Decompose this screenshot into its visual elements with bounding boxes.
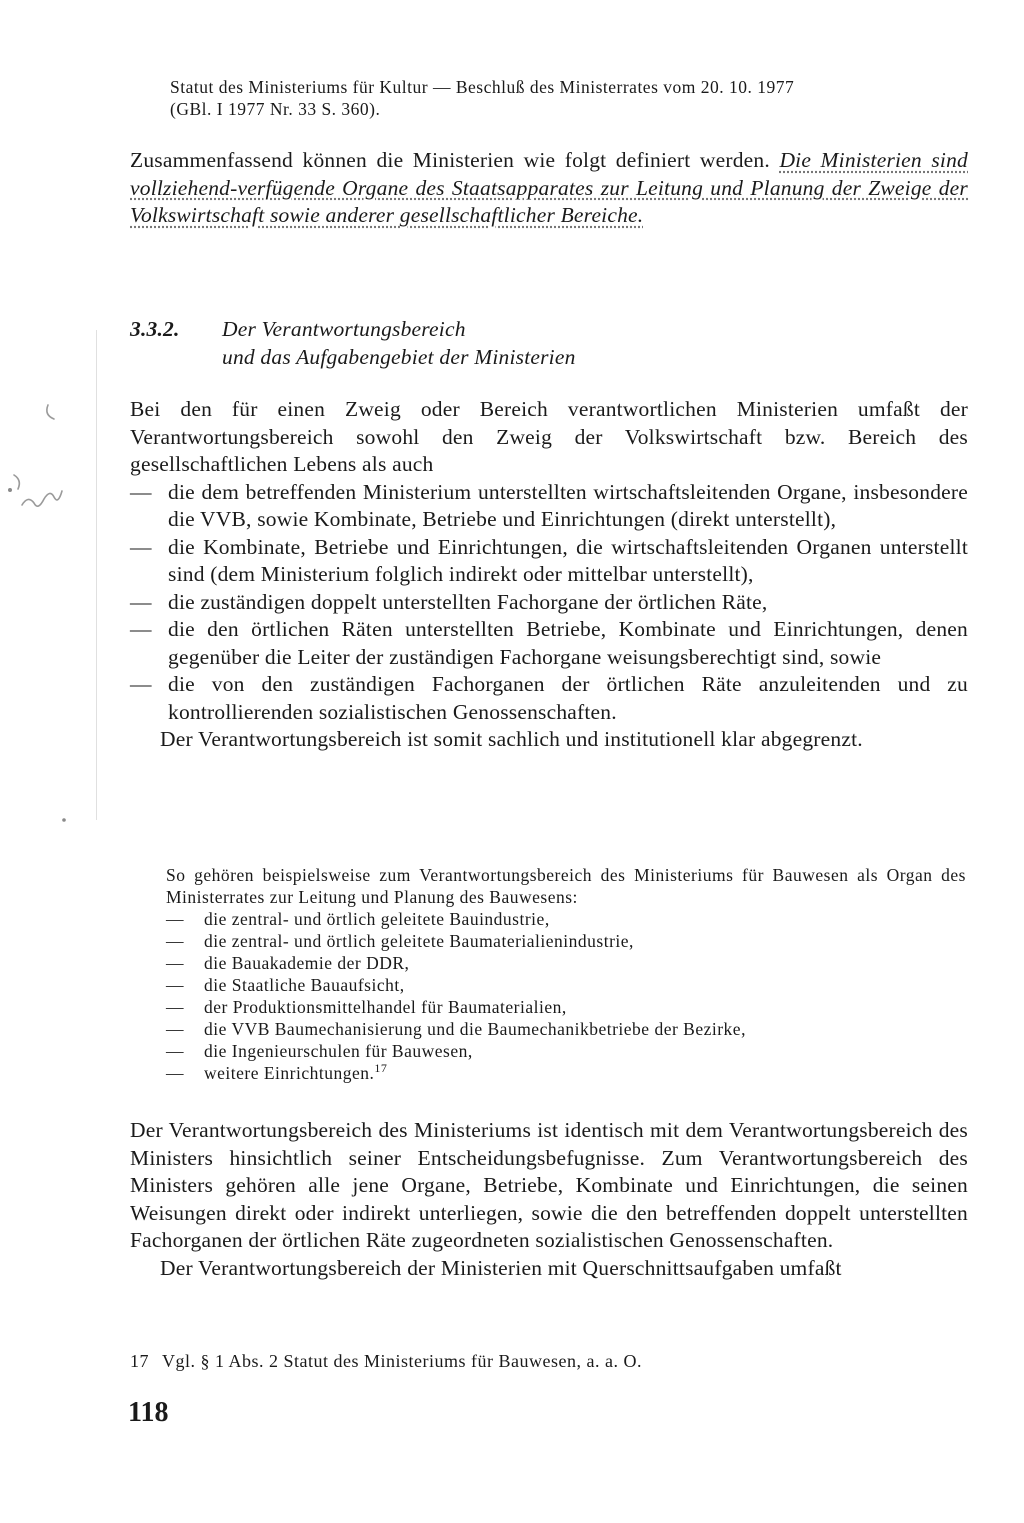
page-number: 118 — [128, 1397, 169, 1428]
responsibility-closing: Der Verantwortungsbereich ist somit sachlich und institutionell klar abgegrenzt. — [160, 727, 863, 751]
section-title-line2: und das Aufgabengebiet der Ministerien — [222, 344, 576, 369]
cross-section-text: Der Verantwortungsbereich der Ministerien mit Querschnittsaufgaben umfaßt — [160, 1255, 842, 1280]
list-item: — die von den zuständigen Fachorganen der örtlichen Räte anzuleitenden und zu kontrollierenden sozialistischen Genossenschaften. — [130, 672, 968, 724]
definition-paragraph — [130, 147, 968, 230]
definition-intro: Zusammenfassend können die Ministerien wie folgt definiert werden. — [130, 148, 770, 172]
dash-mark: — — [130, 479, 152, 504]
dash-mark: — — [166, 1019, 184, 1039]
footnote-reference[interactable]: 17 — [374, 1061, 388, 1076]
dash-mark: — — [166, 1063, 184, 1083]
example-intro: So gehören beispielsweise zum Verantwortungsbereich des Ministeriums für Bauwesen als Organ des Ministerrates zur Leitung und Planung des Bauwesens: — [166, 865, 966, 907]
list-item: — die Bauakademie der DDR, — [166, 953, 410, 973]
footnote — [130, 1350, 930, 1372]
list-item: — die Staatliche Bauaufsicht, — [166, 975, 405, 995]
list-item: — die zuständigen doppelt unterstellten Fachorgane der örtlichen Räte, — [130, 589, 968, 617]
margin-rule — [96, 330, 97, 820]
dash-mark: — — [166, 931, 184, 951]
list-item: — die dem betreffenden Ministerium unterstellten wirtschaftsleitenden Organe, insbesondere die VVB, sowie Kombinate, Betriebe und Einrichtungen (direkt unterstellt), — [130, 479, 968, 531]
identity-paragraph — [130, 1117, 968, 1282]
list-item: — die den örtlichen Räten unterstellten Betriebe, Kombinate und Einrichtungen, denen gegenüber die Leiter der zuständigen Fachorgane weisungsberechtigt sind, sowie — [130, 617, 968, 669]
list-item: — die Ingenieurschulen für Bauwesen, — [166, 1041, 473, 1061]
section-heading — [130, 316, 830, 371]
list-item: — der Produktionsmittelhandel für Baumaterialien, — [166, 997, 567, 1017]
definition-italic: Die Ministerien sind vollziehend-verfügende Organe des Staatsapparates zur Leitung und Planung der Zweige der Volkswirtschaft sowie anderer gesellschaftlicher Bereiche. — [130, 148, 968, 227]
section-number: 3.3.2. — [130, 317, 180, 341]
dash-mark: — — [166, 1041, 184, 1061]
responsibility-intro: Bei den für einen Zweig oder Bereich verantwortlichen Ministerien umfaßt der Verantwortungsbereich sowohl den Zweig der Volkswirtschaft bzw. Bereich des gesellschaftlichen Lebens als auch — [130, 397, 968, 476]
footnote-number: 17 — [130, 1351, 149, 1371]
dash-mark: — — [130, 534, 152, 559]
dash-mark: — — [130, 617, 152, 641]
dash-mark: — — [166, 975, 184, 995]
dash-mark: — — [166, 953, 184, 973]
example-list — [166, 908, 966, 1084]
example-block — [166, 864, 966, 1084]
footnote-text: Vgl. § 1 Abs. 2 Statut des Ministeriums für Bauwesen, a. a. O. — [162, 1351, 642, 1371]
list-item: — die zentral- und örtlich geleitete Bauindustrie, — [166, 909, 550, 929]
dash-mark: — — [166, 997, 184, 1017]
list-item: — die zentral- und örtlich geleitete Baumaterialienindustrie, — [166, 931, 634, 951]
top-reference-line2: (GBl. I 1977 Nr. 33 S. 360). — [170, 99, 381, 119]
top-reference-line1: Statut des Ministeriums für Kultur — Beschluß des Ministerrates vom 20. 10. 1977 — [170, 77, 795, 97]
dash-mark: — — [130, 589, 152, 614]
top-reference — [170, 76, 970, 120]
dash-mark: — — [166, 909, 184, 929]
list-item: — die Kombinate, Betriebe und Einrichtungen, die wirtschaftsleitenden Organen unterstellt sind (dem Ministerium folglich indirekt oder mittelbar unterstellt), — [130, 534, 968, 586]
margin-handwriting-icon — [0, 380, 90, 840]
section-title-line1: Der Verantwortungsbereich — [222, 317, 466, 341]
responsibility-paragraph — [130, 396, 968, 754]
dash-mark: — — [130, 672, 152, 696]
responsibility-list — [130, 479, 968, 727]
identity-text: Der Verantwortungsbereich des Ministeriums ist identisch mit dem Verantwortungsbereich des Ministers hinsichtlich seiner Entscheidungsbefugnisse. Zum Verantwortungsbereich des Ministers gehören alle jene Organe, Betriebe, Kombinate und Einrichtungen, die seinen Weisungen direkt oder indirekt unterliegen, sowie die den betreffenden doppelt unterstellten Fachorganen der örtlichen Räte zugeordneten sozialistischen Genossenschaften. — [130, 1118, 968, 1252]
list-item: — weitere Einrichtungen.$^{17}$ — [166, 1061, 388, 1083]
list-item: — die VVB Baumechanisierung und die Baumechanikbetriebe der Bezirke, — [166, 1019, 746, 1039]
